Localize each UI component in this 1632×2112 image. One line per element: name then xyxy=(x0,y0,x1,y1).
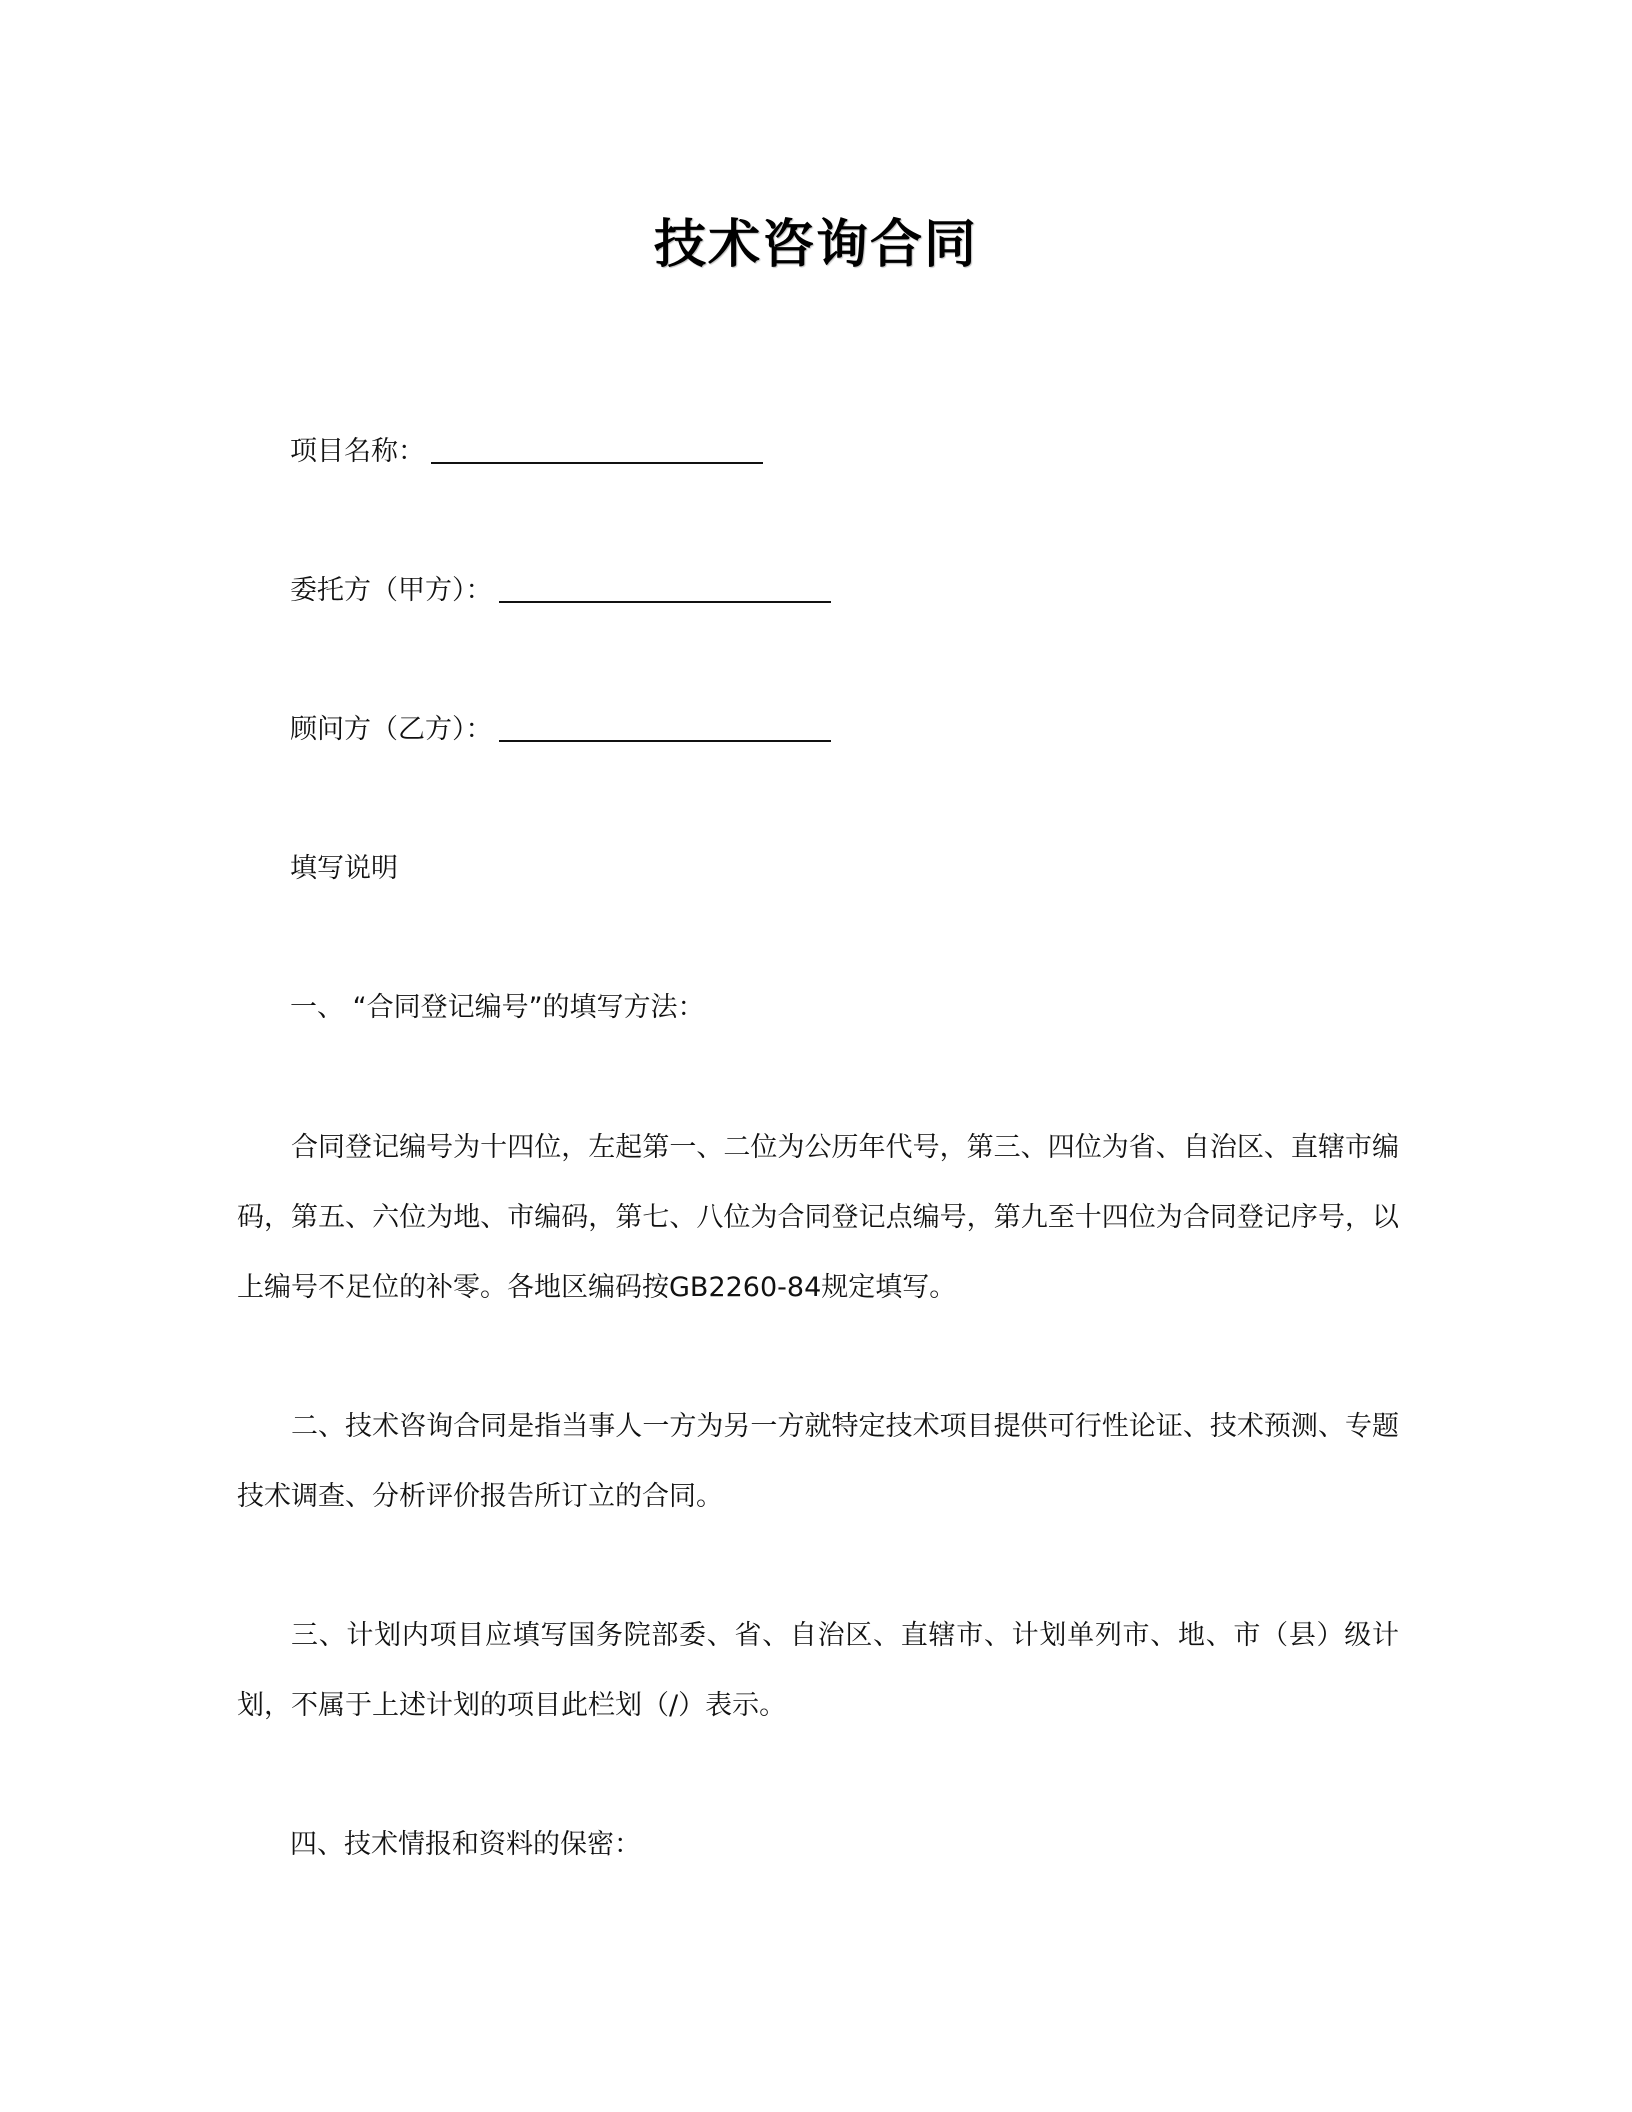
instructions-heading: 填写说明 xyxy=(290,853,398,884)
consultant-field xyxy=(290,710,831,750)
consultant-blank xyxy=(499,739,831,742)
client-blank xyxy=(499,600,831,603)
section1-body: 合同登记编号为十四位，左起第一、二位为公历年代号，第三、四位为省、自治区、直辖市编码，第五、六位为地、市编码，第七、八位为合同登记点编号，第九至十四位为合同登记序号，以上编号不足位的补零。各地区编码按GB2260-84规定填写。 xyxy=(237,1132,1399,1303)
section1-heading: 一、 “合同登记编号”的填写方法： xyxy=(290,992,705,1023)
section2-body: 二、技术咨询合同是指当事人一方为另一方就特定技术项目提供可行性论证、技术预测、专题技术调查、分析评价报告所订立的合同。 xyxy=(237,1411,1399,1512)
document-title: 技术咨询合同 xyxy=(653,215,978,275)
project-name-field xyxy=(290,432,763,472)
section4-heading: 四、技术情报和资料的保密： xyxy=(290,1829,641,1860)
client-field xyxy=(290,571,831,611)
consultant-label: 顾问方（乙方）： xyxy=(290,714,493,745)
client-label: 委托方（甲方）： xyxy=(290,575,493,606)
project-name-label: 项目名称： xyxy=(290,436,425,467)
section3-body: 三、计划内项目应填写国务院部委、省、自治区、直辖市、计划单列市、地、市（县）级计划，不属于上述计划的项目此栏划（/）表示。 xyxy=(237,1620,1399,1721)
project-name-blank xyxy=(431,461,763,464)
